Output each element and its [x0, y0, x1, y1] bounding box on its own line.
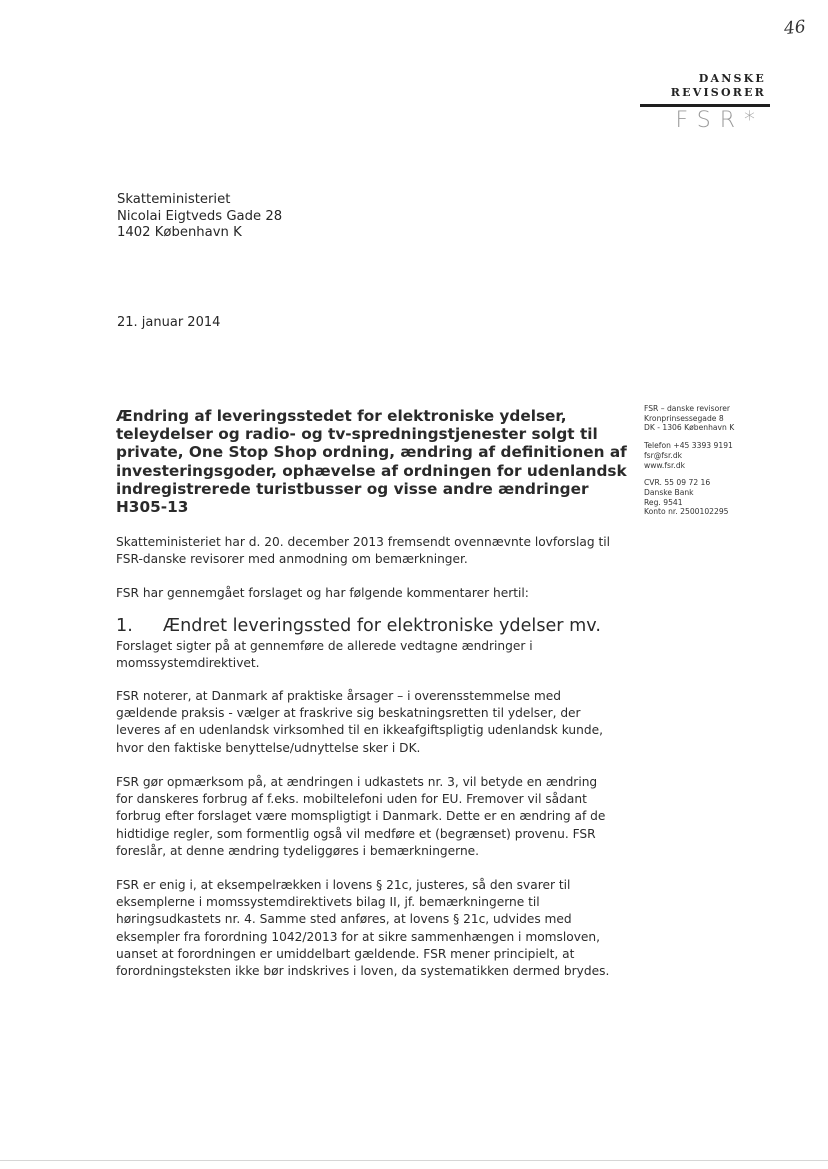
contact-line: Danske Bank — [644, 487, 694, 497]
section-1-paragraph-4 — [116, 877, 616, 980]
logo-line-revisorer: REVISORER — [670, 86, 766, 99]
title-line: H305-13 — [116, 498, 189, 517]
contact-line: www.fsr.dk — [644, 460, 686, 470]
paragraph-line: forordningsteksten ikke bør indskrives i loven, da systematikken dermed brydes. — [116, 964, 610, 979]
contact-line: FSR – danske revisorer — [644, 404, 730, 413]
section-1-paragraph-3 — [116, 774, 616, 860]
paragraph-line: leveres af en udenlandsk virksomhed til en ikkeafgiftspligtig udenlandsk kunde, — [116, 723, 603, 738]
letter-date: 21. januar 2014 — [117, 315, 221, 330]
handwritten-page-number: 46 — [783, 16, 807, 40]
paragraph-line: Skatteministeriet har d. 20. december 2013 fremsendt ovennævnte lovforslag til — [116, 535, 610, 549]
paragraph-line: gældende praksis - vælger at fraskrive sig beskatningsretten til ydelser, der — [116, 706, 581, 721]
recipient-address — [117, 192, 282, 242]
paragraph-line: høringsudkastets nr. 4. Samme sted anføres, at lovens § 21c, udvides med — [116, 912, 572, 927]
section-title: Ændret leveringssted for elektroniske ydelser mv. — [163, 616, 601, 636]
contact-line: CVR. 55 09 72 16 — [644, 478, 711, 488]
intro-paragraph — [116, 534, 616, 568]
address-line: 1402 København K — [117, 225, 242, 240]
reviewed-paragraph — [116, 585, 616, 602]
sender-contact-block — [644, 404, 774, 525]
scan-edge-line — [0, 1160, 828, 1161]
paragraph-line: eksempler fra forordning 1042/2013 for at sikre sammenhængen i momsloven, — [116, 929, 601, 944]
contact-line: Reg. 9541 — [644, 497, 683, 507]
section-1-heading — [116, 616, 601, 636]
title-line: private, One Stop Shop ordning, ændring af definitionen af — [116, 443, 627, 462]
paragraph-line: FSR gør opmærksom på, at ændringen i udkastets nr. 3, vil betyde en ændring — [116, 775, 598, 789]
contact-line: DK - 1306 København K — [644, 423, 735, 433]
paragraph-line: foreslår, at denne ændring tydeliggøres i bemærkningerne. — [116, 843, 480, 858]
paragraph-line: hidtidige regler, som formentlig også vil medføre et (begrænset) provenu. FSR — [116, 826, 596, 841]
paragraph-line: FSR noterer, at Danmark af praktiske årsager – i overensstemmelse med — [116, 689, 561, 703]
paragraph-line: eksemplerne i momssystemdirektivets bilag II, jf. bemærkningerne til — [116, 895, 540, 910]
section-number: 1. — [116, 616, 133, 636]
title-line: indregistrerede turistbusser og visse andre ændringer — [116, 479, 589, 498]
address-line: Nicolai Eigtveds Gade 28 — [117, 208, 283, 224]
paragraph-line: forbrug efter forslaget være momspligtigt i Danmark. Dette er en ændring af de — [116, 809, 606, 824]
contact-line: fsr@fsr.dk — [644, 450, 683, 460]
logo-rule — [640, 104, 770, 107]
paragraph-line: FSR har gennemgået forslaget og har følgende kommentarer hertil: — [116, 586, 529, 600]
sender-phone-web — [644, 441, 774, 470]
title-line: Ændring af leveringsstedet for elektroniske ydelser, — [116, 407, 567, 425]
paragraph-line: Forslaget sigter på at gennemføre de allerede vedtagne ændringer i — [116, 639, 533, 653]
paragraph-line: FSR-danske revisorer med anmodning om bemærkninger. — [116, 552, 468, 567]
address-line: Skatteministeriet — [117, 192, 231, 207]
paragraph-line: uanset at forordningen er umiddelbart gældende. FSR mener principielt, at — [116, 946, 575, 961]
contact-line: Kronprinsessegade 8 — [644, 413, 724, 423]
fsr-logo — [628, 72, 770, 138]
paragraph-line: FSR er enig i, at eksempelrækken i lovens § 21c, justeres, så den svarer til — [116, 878, 571, 892]
logo-fsr-mark: FSR* — [675, 108, 764, 133]
section-1-paragraph-2 — [116, 688, 616, 757]
title-line: investeringsgoder, ophævelse af ordningen for udenlandsk — [116, 461, 627, 480]
contact-line: Konto nr. 2500102295 — [644, 507, 729, 517]
paragraph-line: hvor den faktiske benyttelse/udnyttelse sker i DK. — [116, 740, 421, 755]
paragraph-line: for danskeres forbrug af f.eks. mobiltelefoni uden for EU. Fremover vil sådant — [116, 792, 587, 807]
sender-address — [644, 404, 774, 433]
letter-title — [116, 407, 626, 516]
title-line: teleydelser og radio- og tv-spredningstjenester solgt til — [116, 425, 598, 444]
section-1-paragraph-1 — [116, 638, 616, 672]
paragraph-line: momssystemdirektivet. — [116, 656, 260, 671]
logo-line-danske: DANSKE — [698, 72, 766, 85]
contact-line: Telefon +45 3393 9191 — [644, 441, 733, 451]
sender-bank-details — [644, 478, 774, 517]
